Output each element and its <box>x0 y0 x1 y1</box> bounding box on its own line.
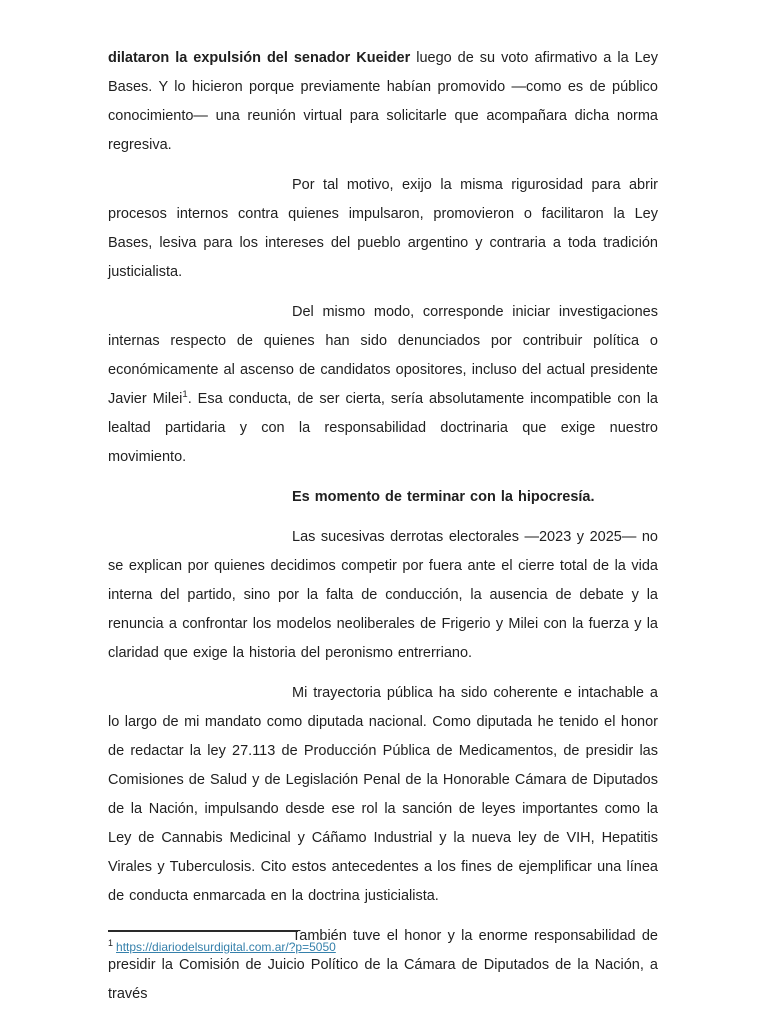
paragraph-del-mismo-modo <box>108 298 658 472</box>
footnote-area <box>108 930 658 955</box>
footnote-ref-1: 1 <box>182 389 188 401</box>
paragraph-trayectoria: Mi trayectoria pública ha sido coherente e intachable a lo largo de mi mandato como diputada nacional. Como diputada he tenido el honor de redactar la ley 27.113 de Producción Pública de Medicamentos, de presidir las Comisiones de Salud y de Legislación Penal de la Honorable Cámara de Diputados de la Nación, impulsando desde ese rol la sanción de leyes importantes como la Ley de Cannabis Medicinal y Cáñamo Industrial y la nueva ley de VIH, Hepatitis Virales y Tuberculosis. Cito estos antecedentes a los fines de ejemplificar una línea de conducta enmarcada en la doctrina justicialista. <box>108 685 658 904</box>
footnote-marker: 1 <box>108 938 114 948</box>
paragraph-kueider <box>108 44 658 160</box>
paragraph-por-tal-motivo: Por tal motivo, exijo la misma rigurosidad para abrir procesos internos contra quienes impulsaron, promovieron o facilitaron la Ley Bases, lesiva para los intereses del pueblo argentino y contraria a toda tradición justicialista. <box>108 177 658 280</box>
paragraph-juicio-politico: También tuve el honor y la enorme responsabilidad de presidir la Comisión de Juicio Político de la Cámara de Diputados de la Nación, a través <box>108 928 658 1002</box>
paragraph-kueider-text: luego de su voto afirmativo a la Ley Bases. Y lo hicieron porque previamente habían promovido —como es de público conocimiento— una reunión virtual para solicitarle que acompañara dicha norma regresiva. <box>108 50 658 153</box>
paragraph-del-mismo-modo-text-after: . Esa conducta, de ser cierta, sería absolutamente incompatible con la lealtad partidaria y con la responsabilidad doctrinaria que exige nuestro movimiento. <box>108 391 658 465</box>
footnote-line <box>108 939 658 955</box>
section-heading: Es momento de terminar con la hipocresía. <box>292 489 595 505</box>
bold-lead-text: dilataron la expulsión del senador Kueider <box>108 50 411 66</box>
footnote-separator <box>108 930 298 932</box>
paragraph-derrotas-electorales: Las sucesivas derrotas electorales —2023 y 2025— no se explican por quienes decidimos competir por fuera ante el cierre total de la vida interna del partido, sino por la falta de conducción, la ausencia de debate y la renuncia a confrontar los modelos neoliberales de Frigerio y Milei con la fuerza y la claridad que exige la historia del peronismo entrerriano. <box>108 529 658 661</box>
footnote-link[interactable]: https://diariodelsurdigital.com.ar/?p=5050 <box>116 940 336 954</box>
paragraph-del-mismo-modo-text: Del mismo modo, corresponde iniciar investigaciones internas respecto de quienes han sido denunciados por contribuir política o económicamente al ascenso de candidatos opositores, incluso del actual presidente Javier Milei <box>108 304 658 407</box>
document-body <box>108 44 658 1020</box>
